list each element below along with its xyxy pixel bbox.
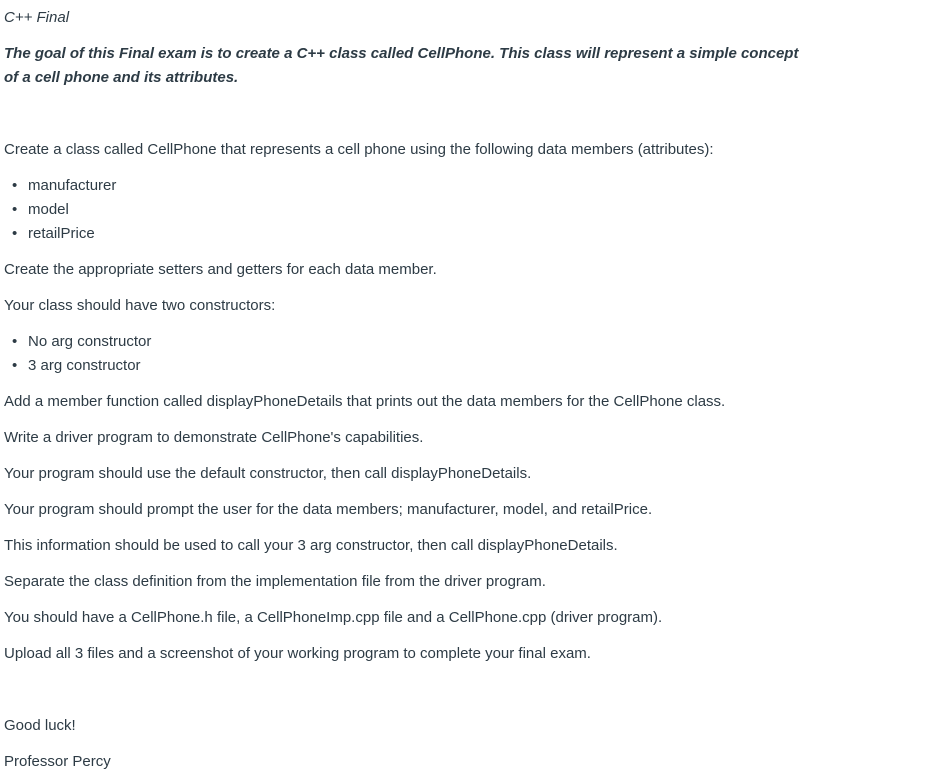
list-item-retail-price: • retailPrice [12,222,95,246]
intro-paragraph: The goal of this Final exam is to create a C++ class called CellPhone. This class will represent a simple concept of a cell phone and its attributes. [4,45,799,86]
list-item-no-arg-constructor: • No arg constructor [12,330,151,354]
signature-text: Professor Percy [4,753,111,770]
constructors-paragraph: Your class should have two constructors: [4,297,276,314]
three-arg-call-paragraph: This information should be used to call your 3 arg constructor, then call displayPhoneDetails. [4,537,618,554]
list-item-model: • model [12,198,69,222]
page-title: C++ Final [4,9,70,26]
setters-getters-paragraph: Create the appropriate setters and getters for each data member. [4,261,437,278]
list-item-three-arg-constructor: • 3 arg constructor [12,354,141,378]
list-item-manufacturer: • manufacturer [12,174,116,198]
upload-paragraph: Upload all 3 files and a screenshot of your working program to complete your final exam. [4,645,591,662]
driver-program-paragraph: Write a driver program to demonstrate CellPhone's capabilities. [4,429,424,446]
prompt-user-paragraph: Your program should prompt the user for the data members; manufacturer, model, and retailPrice. [4,501,653,518]
create-class-paragraph: Create a class called CellPhone that represents a cell phone using the following data members (attributes): [4,141,714,158]
separate-files-paragraph: Separate the class definition from the implementation file from the driver program. [4,573,546,590]
default-constructor-paragraph: Your program should use the default constructor, then call displayPhoneDetails. [4,465,532,482]
display-function-paragraph: Add a member function called displayPhoneDetails that prints out the data members for the CellPhone class. [4,393,726,410]
files-needed-paragraph: You should have a CellPhone.h file, a CellPhoneImp.cpp file and a CellPhone.cpp (driver program). [4,609,663,626]
good-luck-text: Good luck! [4,717,76,734]
